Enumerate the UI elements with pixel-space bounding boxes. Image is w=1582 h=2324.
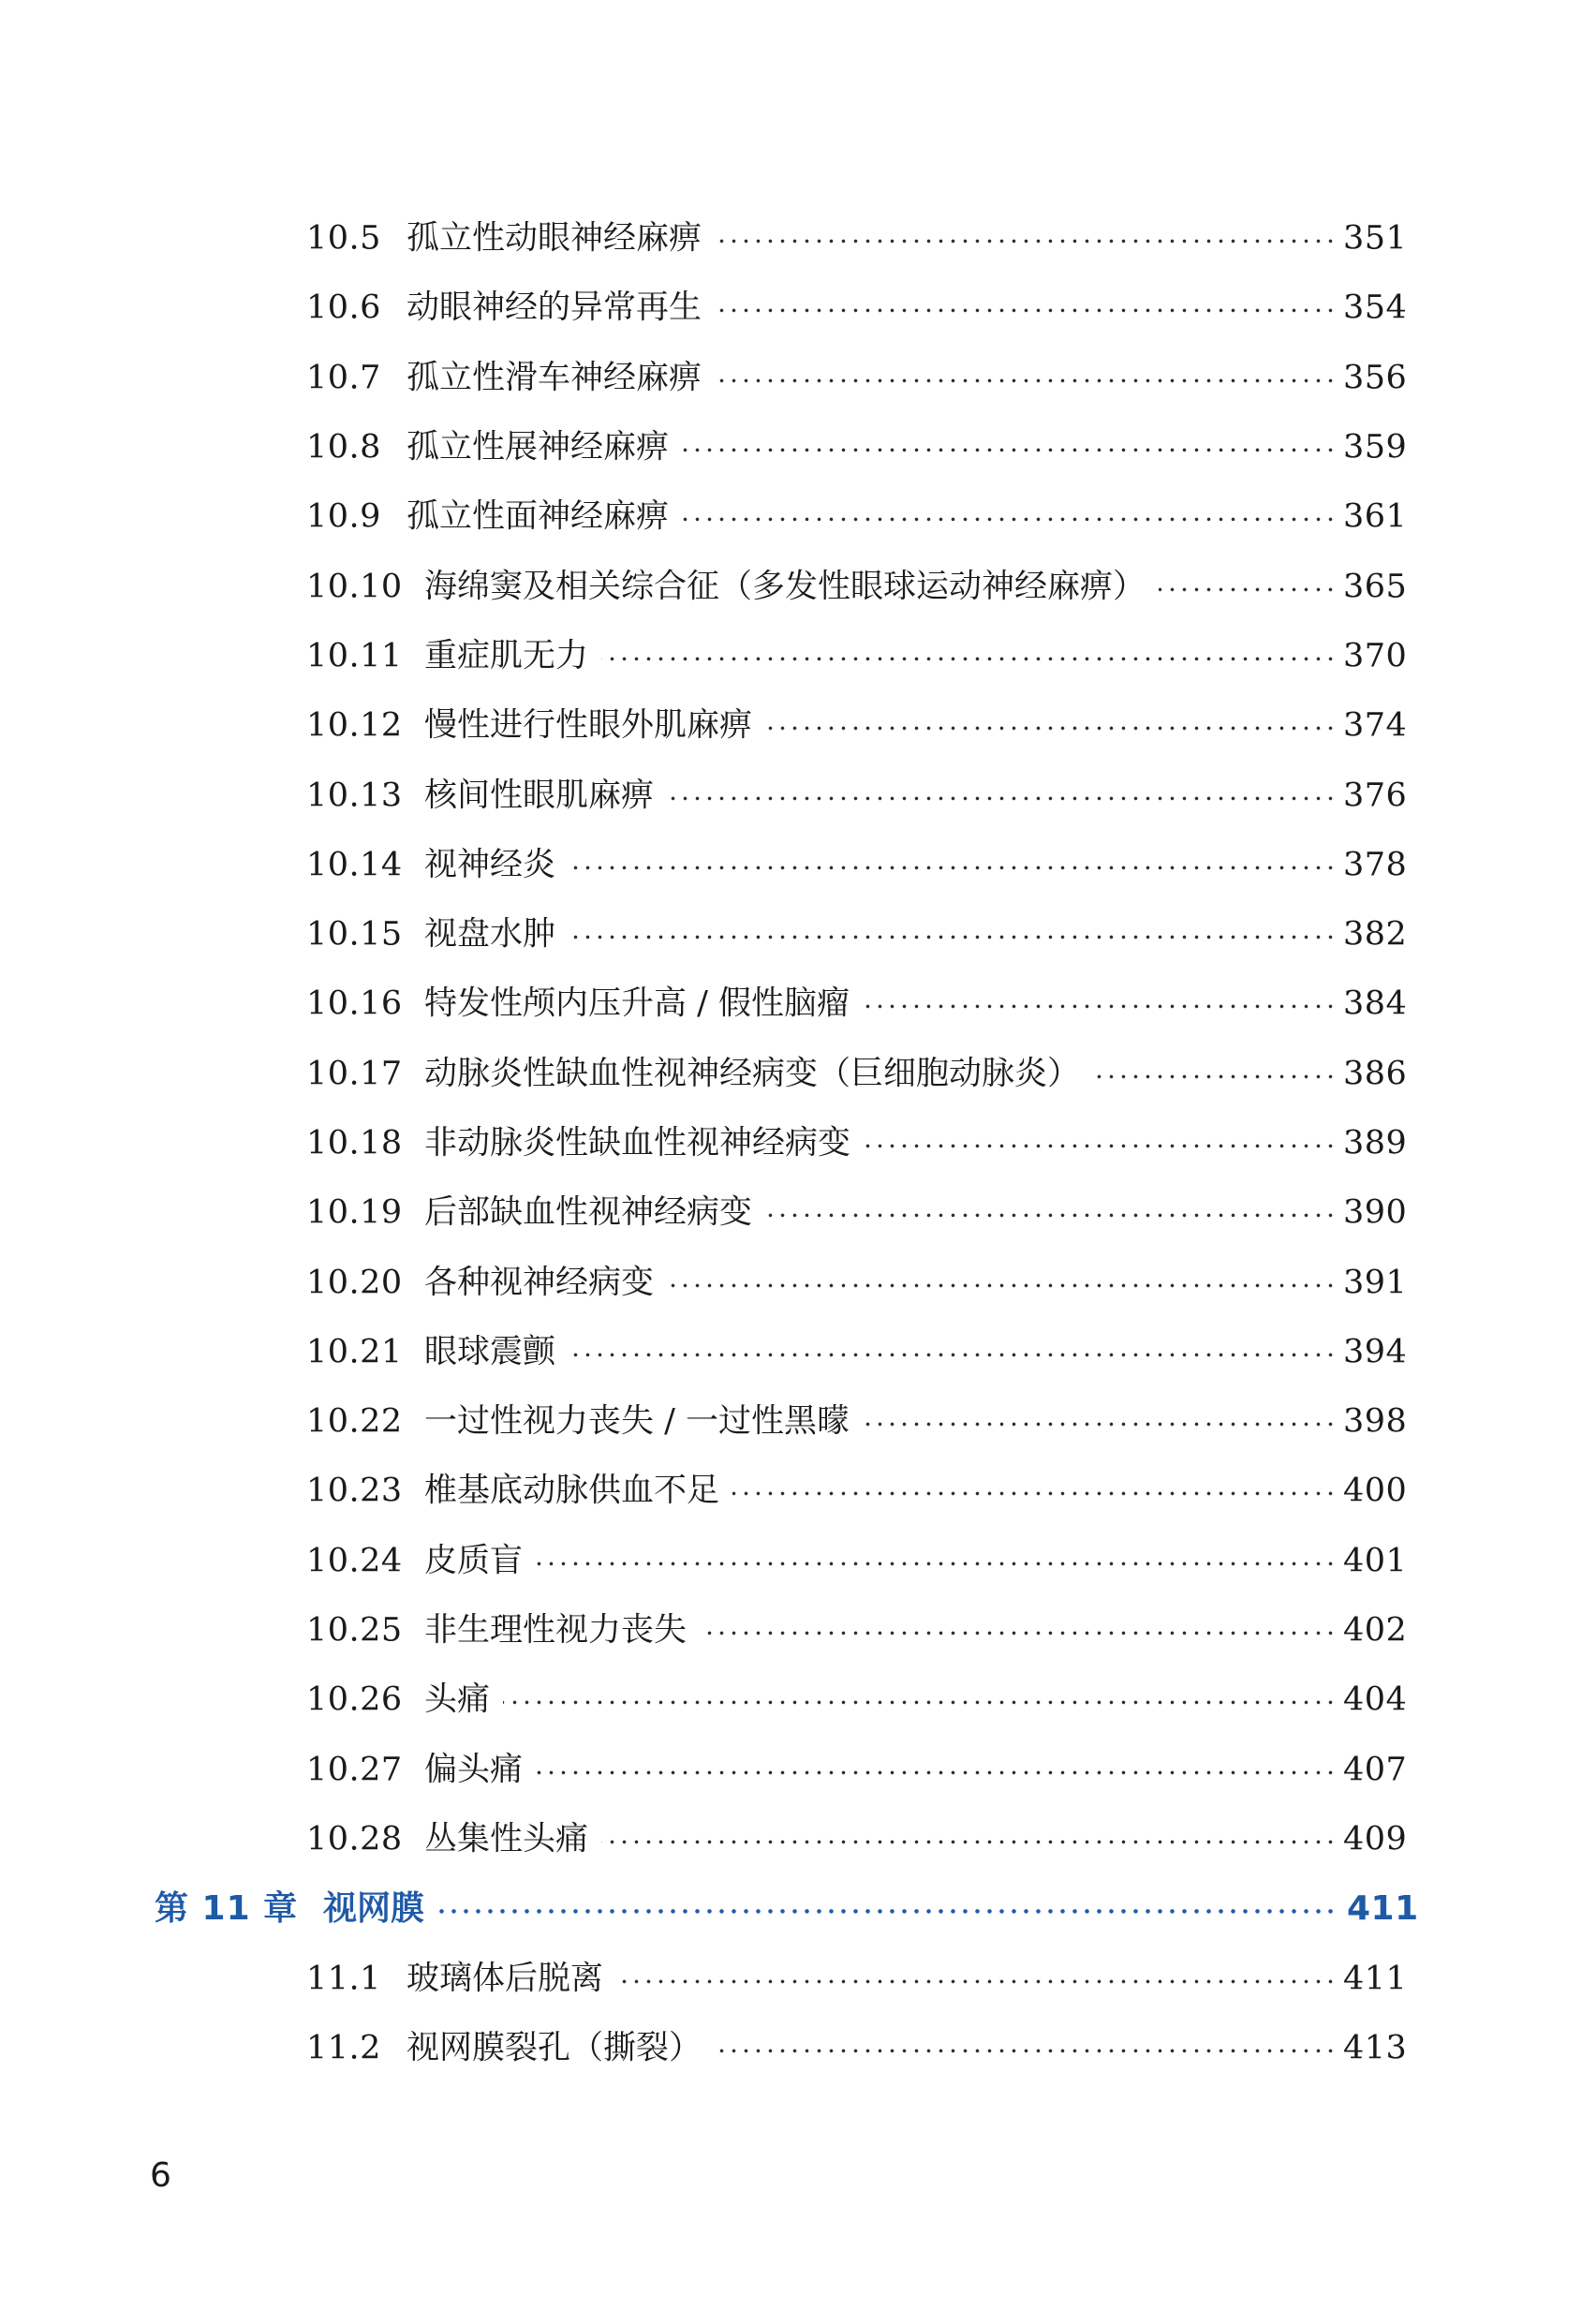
toc-entry-number: 10.6 <box>306 289 381 327</box>
toc-entry-title: 非动脉炎性缺血性视神经病变 <box>424 1128 860 1161</box>
toc-entry-page: 394 <box>1343 1333 1408 1371</box>
dot-leader <box>715 2048 1337 2053</box>
toc-entry-title: 各种视神经病变 <box>424 1266 663 1299</box>
toc-entry-page: 413 <box>1343 2029 1408 2067</box>
toc-entry-title: 皮质盲 <box>424 1545 532 1577</box>
toc-entry-title: 眼球震颤 <box>424 1336 565 1369</box>
dot-leader <box>601 656 1337 661</box>
dot-leader <box>667 1282 1337 1288</box>
dot-leader <box>765 726 1337 732</box>
toc-entry-title: 海绵窦及相关综合征（多发性眼球运动神经麻痹） <box>424 570 1155 603</box>
toc-entry[interactable] <box>0 1318 1582 1387</box>
toc-entry-title: 重症肌无力 <box>424 640 598 673</box>
dot-leader <box>715 239 1337 244</box>
dot-leader <box>503 1700 1337 1706</box>
toc-entry[interactable] <box>0 1457 1582 1526</box>
toc-entry-number: 10.24 <box>306 1542 403 1580</box>
toc-chapter-entry[interactable] <box>0 1874 1582 1944</box>
dot-leader <box>682 447 1337 452</box>
dot-leader <box>863 1422 1337 1428</box>
toc-entry-page: 374 <box>1343 706 1408 745</box>
toc-entry-page: 359 <box>1343 428 1408 466</box>
toc-entry[interactable] <box>0 1665 1582 1735</box>
toc-entry-page: 354 <box>1343 289 1408 327</box>
toc-entry-page: 409 <box>1343 1820 1408 1858</box>
toc-entry-number: 10.22 <box>306 1402 403 1441</box>
toc-entry-title: 孤立性展神经麻痹 <box>407 432 678 465</box>
toc-entry-number: 10.19 <box>306 1193 403 1232</box>
dot-leader <box>1093 1073 1337 1079</box>
toc-entry[interactable] <box>0 1596 1582 1665</box>
toc-entry-page: 365 <box>1343 568 1408 606</box>
toc-entry-number: 10.8 <box>306 428 381 466</box>
toc-entry-page: 376 <box>1343 777 1408 815</box>
toc-entry-page: 386 <box>1343 1055 1408 1093</box>
toc-entry-title: 后部缺血性视神经病变 <box>424 1197 761 1230</box>
toc-entry-page: 401 <box>1343 1542 1408 1580</box>
dot-leader <box>732 1491 1337 1497</box>
toc-entry-title: 一过性视力丧失 / 一过性黑曚 <box>424 1406 859 1439</box>
toc-entry-title: 非生理性视力丧失 <box>424 1615 696 1648</box>
toc-entry[interactable] <box>0 831 1582 900</box>
toc-entry-number: 10.26 <box>306 1680 403 1719</box>
toc-entry[interactable] <box>0 691 1582 761</box>
dot-leader <box>863 1004 1337 1010</box>
table-of-contents <box>0 204 1582 2083</box>
toc-entry[interactable] <box>0 1736 1582 1805</box>
toc-entry-number: 10.23 <box>306 1472 403 1510</box>
toc-entry-title: 视网膜 <box>323 1892 434 1926</box>
toc-entry[interactable] <box>0 622 1582 691</box>
toc-entry[interactable] <box>0 204 1582 274</box>
toc-entry-number: 10.21 <box>306 1333 403 1371</box>
toc-entry-number: 11.1 <box>306 1960 381 1998</box>
toc-entry-title: 玻璃体后脱离 <box>407 1962 613 1995</box>
toc-entry-page: 411 <box>1347 1889 1419 1929</box>
toc-entry[interactable] <box>0 761 1582 830</box>
toc-entry-title: 椎基底动脉供血不足 <box>424 1475 729 1508</box>
toc-entry-page: 378 <box>1343 846 1408 884</box>
toc-entry-title: 核间性眼肌麻痹 <box>424 779 663 812</box>
toc-entry-page: 356 <box>1343 359 1408 397</box>
dot-leader <box>765 1213 1337 1219</box>
toc-entry-number: 10.9 <box>306 497 381 536</box>
toc-entry-page: 390 <box>1343 1193 1408 1232</box>
toc-entry-title: 视网膜裂孔（撕裂） <box>407 2032 711 2065</box>
toc-entry-page: 370 <box>1343 637 1408 675</box>
toc-entry-page: 411 <box>1343 1960 1408 1998</box>
dot-leader <box>715 377 1337 383</box>
toc-entry-number: 10.15 <box>306 915 403 954</box>
toc-entry[interactable] <box>0 1248 1582 1317</box>
dot-leader <box>569 865 1337 870</box>
dot-leader <box>536 1561 1337 1566</box>
toc-entry[interactable] <box>0 1040 1582 1109</box>
dot-leader <box>536 1769 1337 1775</box>
dot-leader <box>700 1630 1337 1636</box>
toc-entry-page: 351 <box>1343 219 1408 258</box>
toc-entry[interactable] <box>0 1805 1582 1874</box>
toc-entry-title: 丛集性头痛 <box>424 1823 598 1856</box>
toc-entry-number: 10.7 <box>306 359 381 397</box>
toc-entry-number: 10.11 <box>306 637 403 675</box>
toc-entry[interactable] <box>0 1527 1582 1596</box>
toc-entry-title: 头痛 <box>424 1684 499 1717</box>
toc-entry-title: 特发性颅内压升高 / 假性脑瘤 <box>424 988 859 1021</box>
toc-entry-title: 视神经炎 <box>424 849 565 881</box>
page-number: 6 <box>150 2156 171 2195</box>
toc-entry[interactable] <box>0 1387 1582 1457</box>
toc-entry-number: 10.17 <box>306 1055 403 1093</box>
toc-entry[interactable] <box>0 482 1582 552</box>
toc-entry-title: 动脉炎性缺血性视神经病变（巨细胞动脉炎） <box>424 1058 1089 1090</box>
toc-entry-title: 慢性进行性眼外肌麻痹 <box>424 710 761 743</box>
dot-leader <box>667 795 1337 801</box>
dot-leader <box>569 935 1337 940</box>
toc-entry[interactable] <box>0 1178 1582 1248</box>
toc-entry-number: 10.20 <box>306 1264 403 1302</box>
toc-entry[interactable] <box>0 344 1582 413</box>
toc-entry[interactable] <box>0 1944 1582 2013</box>
toc-entry-number: 10.5 <box>306 219 381 258</box>
toc-entry-title: 动眼神经的异常再生 <box>407 292 711 325</box>
toc-entry-number: 10.13 <box>306 777 403 815</box>
toc-entry[interactable] <box>0 900 1582 970</box>
toc-entry-page: 400 <box>1343 1472 1408 1510</box>
dot-leader <box>437 1909 1337 1915</box>
dot-leader <box>715 308 1337 314</box>
toc-entry-page: 407 <box>1343 1751 1408 1789</box>
dot-leader <box>864 1143 1337 1148</box>
toc-entry-page: 382 <box>1343 915 1408 954</box>
toc-entry[interactable] <box>0 1109 1582 1178</box>
toc-entry-number: 11.2 <box>306 2029 381 2067</box>
toc-entry-page: 404 <box>1343 1680 1408 1719</box>
toc-entry-number: 10.18 <box>306 1124 403 1162</box>
toc-entry-page: 389 <box>1343 1124 1408 1162</box>
toc-entry-title: 孤立性动眼神经麻痹 <box>407 223 711 256</box>
toc-entry-number: 10.12 <box>306 706 403 745</box>
toc-entry[interactable] <box>0 552 1582 621</box>
toc-entry-title: 孤立性滑车神经麻痹 <box>407 362 711 394</box>
toc-entry-number: 10.27 <box>306 1751 403 1789</box>
toc-entry-number: 10.16 <box>306 984 403 1023</box>
dot-leader <box>616 1978 1337 1984</box>
toc-entry-title: 偏头痛 <box>424 1754 532 1786</box>
toc-entry-number: 10.25 <box>306 1611 403 1650</box>
toc-entry-number: 10.14 <box>306 846 403 884</box>
toc-entry-title: 孤立性面神经麻痹 <box>407 501 678 534</box>
dot-leader <box>1159 586 1337 592</box>
toc-entry[interactable] <box>0 274 1582 343</box>
dot-leader <box>601 1839 1337 1844</box>
dot-leader <box>569 1352 1337 1357</box>
toc-entry-number: 10.10 <box>306 568 403 606</box>
toc-entry-title: 视盘水肿 <box>424 919 565 952</box>
toc-entry[interactable] <box>0 2014 1582 2083</box>
toc-entry-page: 391 <box>1343 1264 1408 1302</box>
toc-entry-page: 402 <box>1343 1611 1408 1650</box>
toc-entry-number: 10.28 <box>306 1820 403 1858</box>
toc-entry[interactable] <box>0 970 1582 1039</box>
toc-entry-page: 361 <box>1343 497 1408 536</box>
toc-entry-page: 384 <box>1343 984 1408 1023</box>
dot-leader <box>682 517 1337 523</box>
toc-entry-page: 398 <box>1343 1402 1408 1441</box>
toc-entry-number: 第 11 章 <box>155 1889 299 1929</box>
toc-entry[interactable] <box>0 413 1582 482</box>
